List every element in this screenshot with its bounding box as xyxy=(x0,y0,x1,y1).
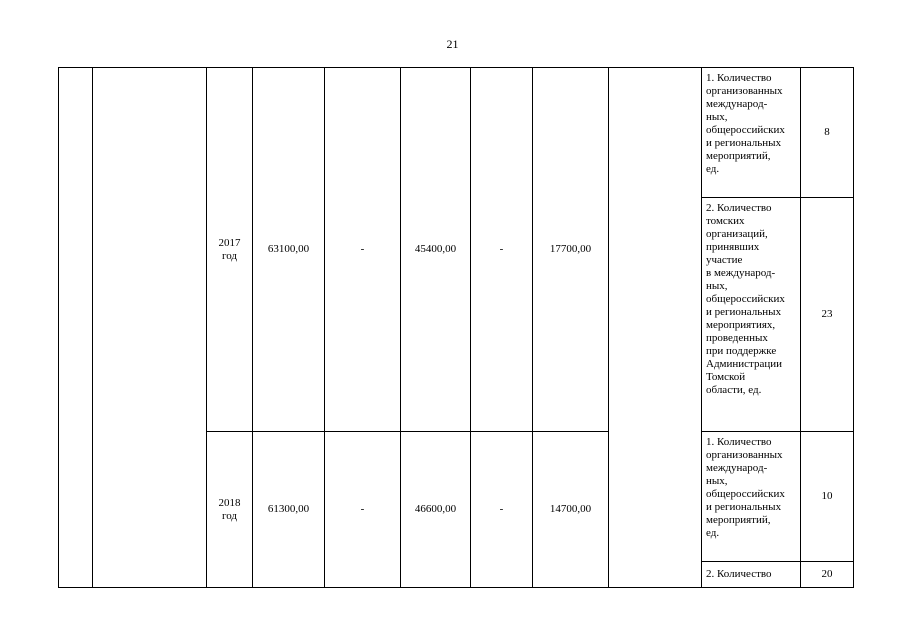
local-cell: - xyxy=(471,432,533,588)
empty-cell-executor xyxy=(609,68,702,588)
federal-cell: - xyxy=(325,432,401,588)
indicator-cell: 1. Количество организованных международ- ных, общероссийских и региональных мероприятий, ед. xyxy=(702,432,801,562)
empty-cell-activity xyxy=(93,68,207,588)
year-cell xyxy=(207,68,253,432)
indicator-cell: 2. Количество xyxy=(702,562,801,588)
year-label: 2017 xyxy=(218,236,241,249)
page-number: 21 xyxy=(446,37,459,51)
indicator-value: 10 xyxy=(801,432,854,562)
indicator-cell: 2. Количество томских организаций, принявших участие в международ- ных, общероссийских и региональных мероприятиях, проведенных при поддержке Администрации Томской области, ед. xyxy=(702,198,801,432)
total-cell: 63100,00 xyxy=(253,68,325,432)
other-cell: 14700,00 xyxy=(533,432,609,588)
indicator-value: 20 xyxy=(801,562,854,588)
year-unit: год xyxy=(221,509,238,522)
year-label: 2018 xyxy=(218,496,241,509)
regional-cell: 45400,00 xyxy=(401,68,471,432)
budget-table xyxy=(58,67,854,588)
regional-cell: 46600,00 xyxy=(401,432,471,588)
total-cell: 61300,00 xyxy=(253,432,325,588)
indicator-value: 23 xyxy=(801,198,854,432)
federal-cell: - xyxy=(325,68,401,432)
indicator-value: 8 xyxy=(801,68,854,198)
empty-cell-number xyxy=(59,68,93,588)
year-unit: год xyxy=(221,249,238,262)
indicator-cell: 1. Количество организованных международ- ных, общероссийских и региональных мероприятий, ед. xyxy=(702,68,801,198)
table-row xyxy=(59,68,854,198)
year-cell xyxy=(207,432,253,588)
local-cell: - xyxy=(471,68,533,432)
other-cell: 17700,00 xyxy=(533,68,609,432)
